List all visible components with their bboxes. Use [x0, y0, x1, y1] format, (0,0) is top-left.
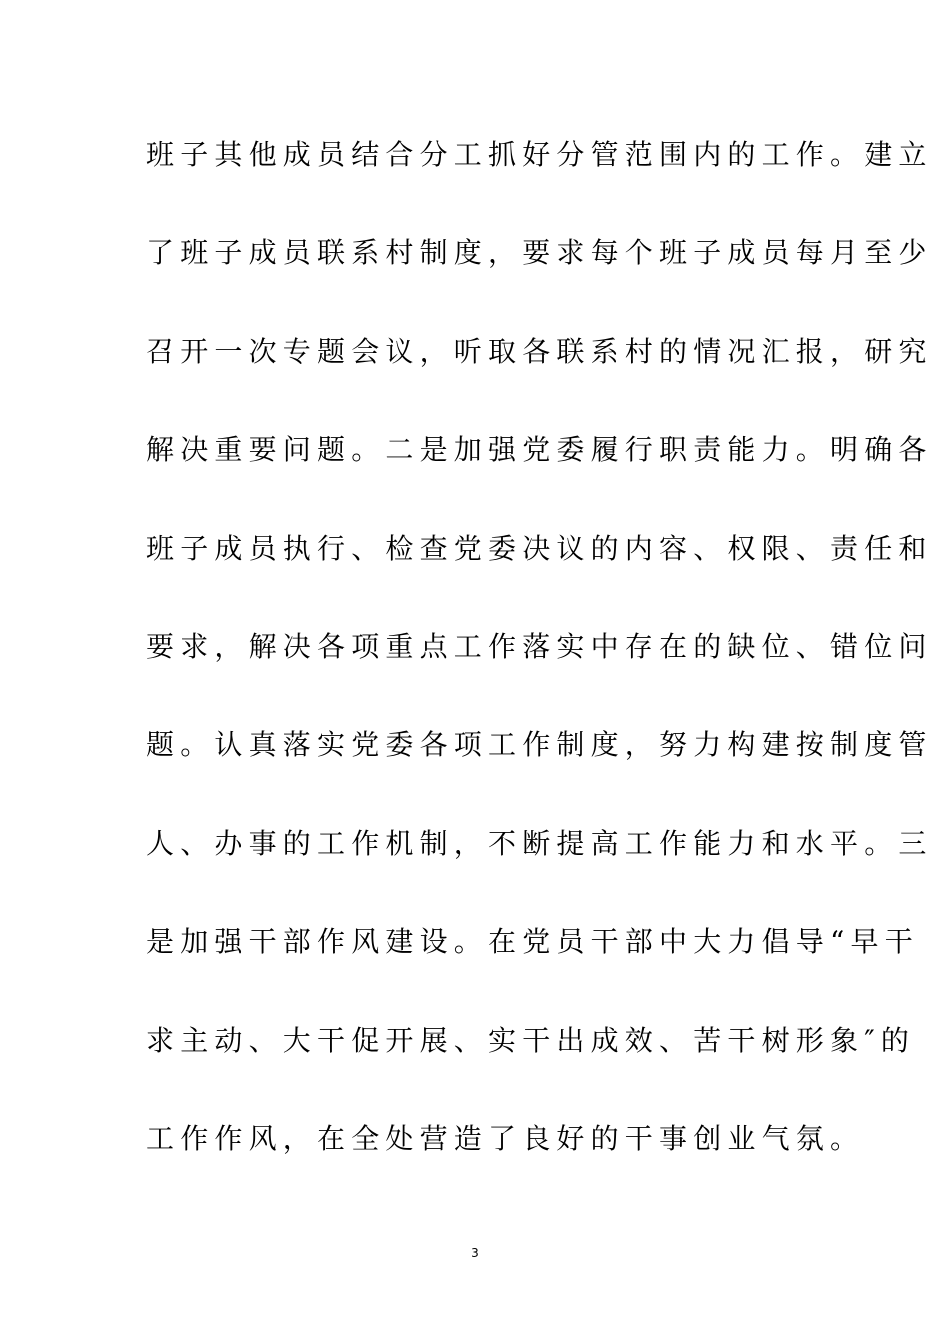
- text-line: 召开一次专题会议，听取各联系村的情况汇报，研究: [146, 334, 933, 368]
- text-line: 解决重要问题。二是加强党委履行职责能力。明确各: [146, 433, 933, 467]
- text-line: 人、办事的工作机制，不断提高工作能力和水平。三: [146, 826, 933, 860]
- body-paragraph: [146, 125, 933, 1207]
- text-line: 是加强干部作风建设。在党员干部中大力倡导“早干: [146, 925, 919, 959]
- text-line: 工作作风，在全处营造了良好的干事创业气氛。: [146, 1121, 865, 1155]
- text-line: 题。认真落实党委各项工作制度，努力构建按制度管: [146, 728, 933, 762]
- text-line: 要求，解决各项重点工作落实中存在的缺位、错位问: [146, 629, 933, 663]
- page-number: 3: [471, 1246, 479, 1260]
- text-line: 了班子成员联系村制度，要求每个班子成员每月至少: [146, 236, 933, 270]
- text-line: 班子成员执行、检查党委决议的内容、权限、责任和: [146, 531, 933, 565]
- text-line: 求主动、大干促开展、实干出成效、苦干树形象″的: [146, 1023, 916, 1057]
- text-line: 班子其他成员结合分工抓好分管范围内的工作。建立: [146, 138, 933, 171]
